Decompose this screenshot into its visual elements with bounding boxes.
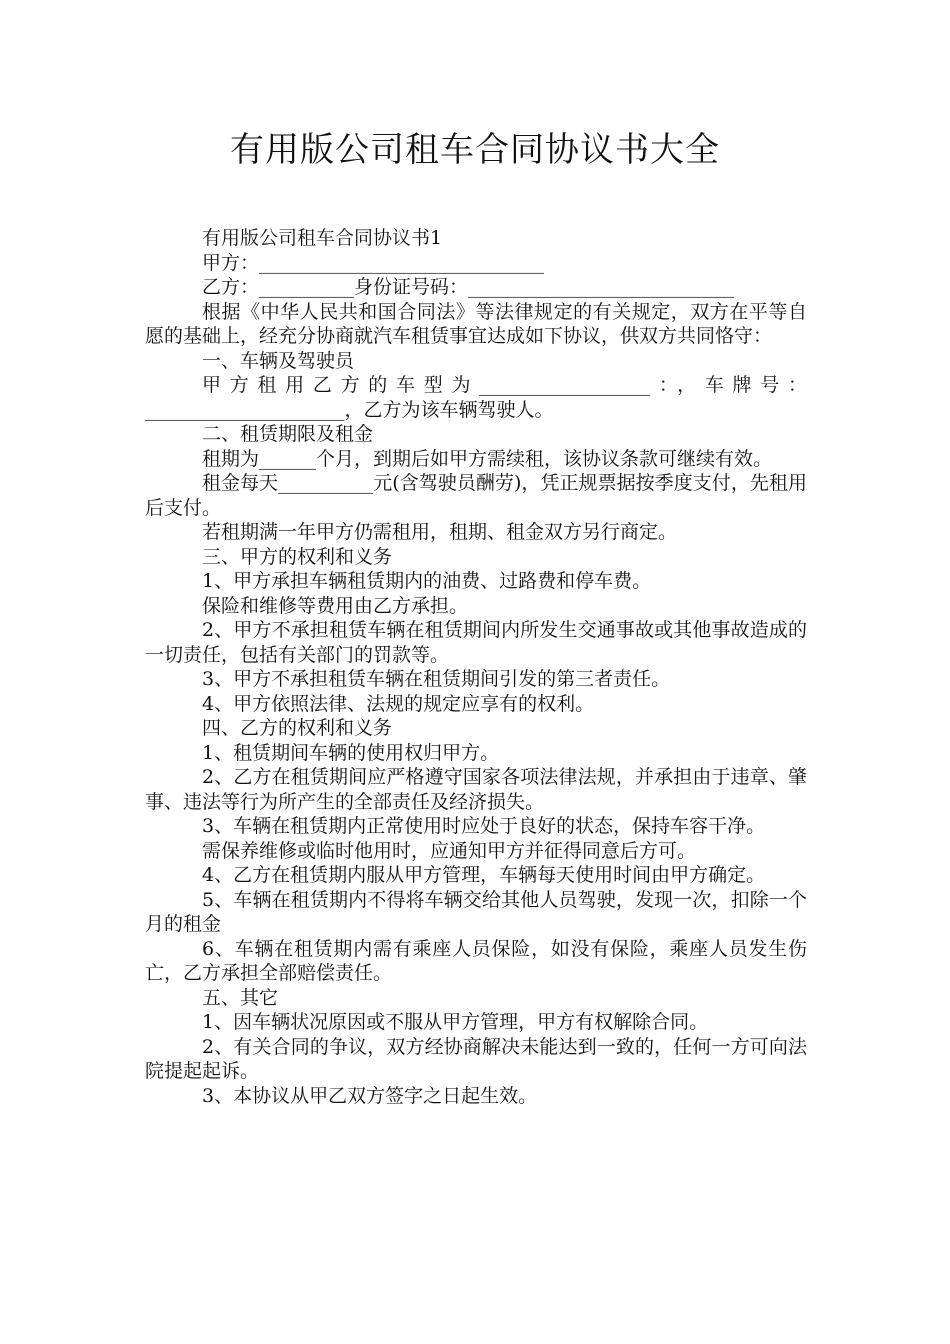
section-heading: 有用版公司租车合同协议书1 <box>202 227 443 249</box>
paragraph: 3、本协议从甲乙双方签字之日起生效。 <box>202 1084 538 1107</box>
paragraph: 1、甲方承担车辆租赁期内的油费、过路费和停车费。 <box>202 570 652 592</box>
section-heading: 三、甲方的权利和义务 <box>202 545 393 568</box>
document-body <box>145 226 807 1108</box>
paragraph: 5、车辆在租赁期内不得将车辆交给其他人员驾驶，发现一次，扣除一个月的租金 <box>145 888 807 935</box>
paragraph: 保险和维修等费用由乙方承担。 <box>202 594 469 617</box>
paragraph: 若租期满一年甲方仍需租用，租期、租金双方另行商定。 <box>202 521 678 543</box>
section-heading: 二、租赁期限及租金 <box>202 423 374 445</box>
paragraph: 1、租赁期间车辆的使用权归甲方。 <box>202 741 500 764</box>
paragraph: 需保养维修或临时他用时，应通知甲方并征得同意后方可。 <box>202 839 697 862</box>
paragraph: 4、甲方依照法律、法规的规定应享有的权利。 <box>202 692 595 715</box>
paragraph: 3、车辆在租赁期内正常使用时应处于良好的状态，保持车容干净。 <box>202 815 766 837</box>
paragraph: 2、乙方在租赁期间应严格遵守国家各项法律法规，并承担由于违章、肇事、违法等行为所产生的全部责任及经济损失。 <box>145 766 807 813</box>
section-heading: 四、乙方的权利和义务 <box>202 717 393 739</box>
section-heading: 五、其它 <box>202 986 279 1009</box>
paragraph: 甲方租用乙方的车型为__________________：，车牌号：_____________________，乙方为该车辆驾驶人。 <box>145 374 807 421</box>
document-title: 有用版公司租车合同协议书大全 <box>230 130 720 170</box>
party-b-field: 乙方：__________身份证号码：____________________________ <box>202 276 735 298</box>
paragraph: 2、甲方不承担租赁车辆在租赁期间内所发生交通事故或其他事故造成的一切责任，包括有关部门的罚款等。 <box>145 619 807 666</box>
paragraph: 租期为______个月，到期后如甲方需续租，该协议条款可继续有效。 <box>202 447 773 470</box>
paragraph: 3、甲方不承担租赁车辆在租赁期间引发的第三者责任。 <box>202 668 671 690</box>
paragraph: 6、车辆在租赁期内需有乘座人员保险，如没有保险，乘座人员发生伤亡，乙方承担全部赔偿责任。 <box>145 937 807 984</box>
paragraph: 根据《中华人民共和国合同法》等法律规定的有关规定，双方在平等自愿的基础上，经充分协商就汽车租赁事宜达成如下协议，供双方共同恪守： <box>145 300 807 347</box>
section-heading: 一、车辆及驾驶员 <box>202 349 355 372</box>
paragraph: 1、因车辆状况原因或不服从甲方管理，甲方有权解除合同。 <box>202 1011 709 1033</box>
paragraph: 4、乙方在租赁期内服从甲方管理，车辆每天使用时间由甲方确定。 <box>202 864 766 886</box>
paragraph: 租金每天__________元(含驾驶员酬劳)，凭正规票据按季度支付，先租用后支付。 <box>145 472 807 519</box>
party-a-field: 甲方：______________________________ <box>202 251 545 274</box>
paragraph: 2、有关合同的争议，双方经协商解决未能达到一致的，任何一方可向法院提起起诉。 <box>145 1035 807 1082</box>
